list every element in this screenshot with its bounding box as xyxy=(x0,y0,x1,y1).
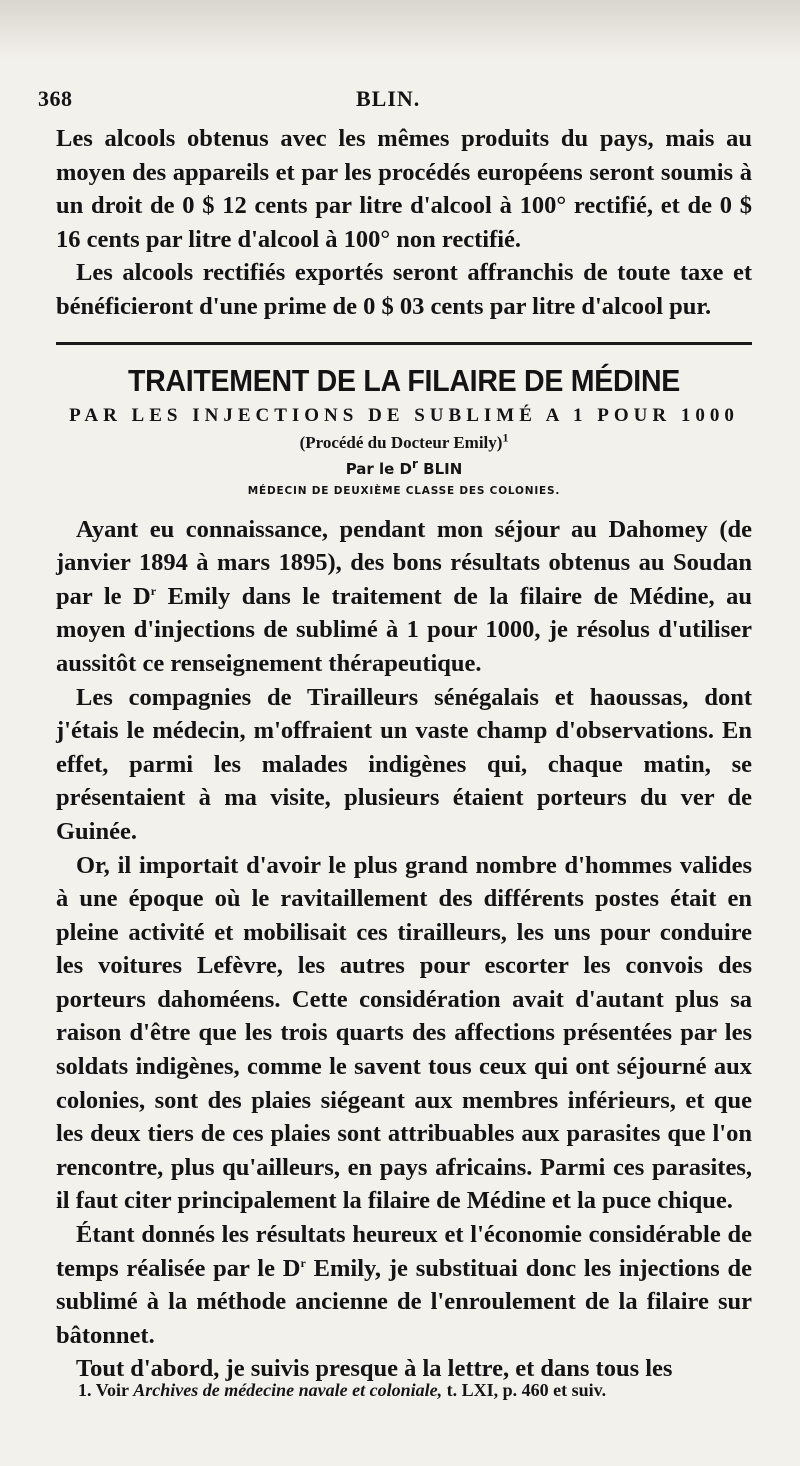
running-head: BLIN. xyxy=(356,86,421,111)
paragraph-1 xyxy=(56,513,752,681)
intro-paragraph-1: Les alcools obtenus avec les mêmes produits du pays, mais au moyen des appareils et par les procédés européens seront soumis à un droit de 0 $ 12 cents par litre d'alcool à 100° rectifié, et de 0 $ 16 cents par litre d'alcool à 100° non rectifié. xyxy=(56,125,752,253)
page-header xyxy=(38,86,778,116)
author-rank: MÉDECIN DE DEUXIÈME CLASSE DES COLONIES. xyxy=(247,484,561,497)
paragraph-4 xyxy=(56,1218,752,1352)
paragraph-5-text: Tout d'abord, je suivis presque à la lettre, et dans tous les xyxy=(76,1355,673,1383)
author-prefix: Par le D xyxy=(345,459,413,478)
article-title: TRAITEMENT DE LA FILAIRE DE MÉDINE xyxy=(127,362,681,398)
author-name: BLIN xyxy=(423,459,463,478)
article-subtitle: PAR LES INJECTIONS DE SUBLIMÉ A 1 POUR 1000 xyxy=(69,404,739,426)
article-body xyxy=(56,513,752,1386)
footnote-text-after: t. LXI, p. 460 et suiv. xyxy=(446,1380,607,1400)
paragraph-1-text: Ayant eu connaissance, pendant mon séjour au Dahomey (de janvier 1894 à mars 1895), des bons résultats obtenus au Soudan par le D xyxy=(56,515,752,610)
article-procede xyxy=(56,431,752,455)
paragraph-3 xyxy=(56,849,752,1219)
paragraph-2-text: Les compagnies de Tirailleurs sénégalais et haoussas, dont j'étais le médecin, m'offraient un vaste champ d'observations. En effet, parmi les malades indigènes qui, chaque matin, se présentaient à ma visite, plusieurs étaient porteurs du ver de Guinée. xyxy=(56,683,752,845)
footnote-text-before: Voir xyxy=(95,1380,129,1400)
footnote xyxy=(78,1380,606,1401)
paragraph-3-text: Or, il importait d'avoir le plus grand nombre d'hommes valides à une époque où le ravitaillement des différents postes était en pleine activité et mobilisait ces tirailleurs, les uns pour conduire les voitures Lefèvre, les autres pour escorter les convois des porteurs dahoméens. Cette considération avait d'autant plus sa raison d'être que les trois quarts des affections présentées par les soldats indigènes, comme le savent tous ceux qui ont séjourné aux colonies, sont des plaies siégeant aux membres inférieurs, et que les deux tiers de ces plaies sont attribuables aux parasites que l'on rencontre, plus qu'ailleurs, en pays africains. Parmi ces parasites, il faut citer principalement la filaire de Médine et la puce chique. xyxy=(56,851,752,1215)
paragraph-1-text-cont: Emily dans le traitement de la filaire de Médine, au moyen d'injections de sublimé à 1 pour 1000, je résolus d'utiliser aussitôt ce renseignement thérapeutique. xyxy=(56,582,752,677)
article-author xyxy=(56,456,752,479)
paragraph-1-sup: r xyxy=(150,583,157,598)
intro-paragraph-2: Les alcools rectifiés exportés seront affranchis de toute taxe et bénéficieront d'une prime de 0 $ 03 cents par litre d'alcool pur. xyxy=(56,259,752,320)
document-page xyxy=(38,0,752,1466)
paragraph-2 xyxy=(56,681,752,849)
paragraph-4-text-cont: Emily, je substituai donc les injections de sublimé à la méthode ancienne de l'enroulement de la filaire sur bâtonnet. xyxy=(56,1254,752,1349)
footnote-ref: 1 xyxy=(502,429,509,444)
section-divider xyxy=(56,342,752,345)
footnote-number: 1. xyxy=(78,1380,92,1400)
body-text xyxy=(56,122,752,1386)
page-number: 368 xyxy=(38,86,73,111)
paragraph-4-sup: r xyxy=(300,1255,306,1270)
author-prefix-sup: r xyxy=(412,456,418,471)
procede-text: (Procédé du Docteur Emily) xyxy=(299,432,503,452)
paragraph-4-text: Étant donnés les résultats heureux et l'économie considérable de temps réalisée par le D xyxy=(56,1221,752,1282)
footnote-journal: Archives de médecine navale et coloniale, xyxy=(133,1380,443,1400)
